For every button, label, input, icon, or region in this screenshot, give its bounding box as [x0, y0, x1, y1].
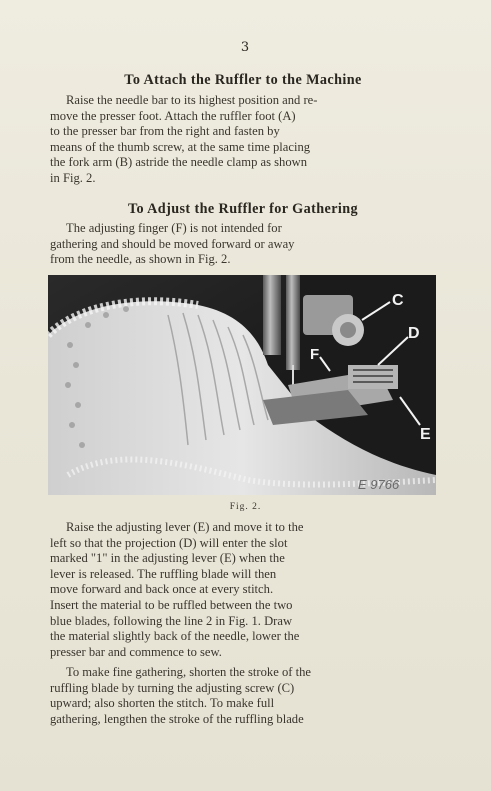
ruffler-illustration: [48, 275, 436, 495]
figure-caption: Fig. 2.: [229, 502, 262, 512]
label-d: D: [408, 325, 420, 342]
paragraph-fine-gathering: [50, 665, 432, 727]
text-line: upward; also shorten the stitch. To make full: [50, 696, 275, 711]
text-line: gathering, lengthen the stroke of the ruffling blade: [50, 711, 304, 726]
paragraph-adjust-ruffler: [50, 221, 432, 268]
text-line: move the presser foot. Attach the ruffler foot (A): [50, 108, 296, 123]
text-line: the fork arm (B) astride the needle clamp as shown: [50, 155, 308, 170]
label-c: C: [392, 292, 404, 309]
text-line: in Fig. 2.: [50, 170, 96, 185]
text-line: ruffling blade by turning the adjusting screw (C): [50, 680, 295, 695]
heading-adjust-ruffler: To Adjust the Ruffler for Gathering: [127, 201, 359, 217]
text-line: from the needle, as shown in Fig. 2.: [50, 252, 231, 267]
text-line: The adjusting finger (F) is not intended for: [66, 221, 282, 235]
text-line: marked "1" in the adjusting lever (E) when the: [50, 551, 285, 566]
text-line: Raise the adjusting lever (E) and move it to the: [66, 520, 304, 534]
text-line: lever is released. The ruffling blade will then: [50, 566, 277, 581]
text-line: the material slightly back of the needle, lower the: [50, 629, 300, 644]
paragraph-attach-ruffler: [50, 93, 432, 187]
heading-attach-ruffler: To Attach the Ruffler to the Machine: [124, 72, 362, 88]
text-line: gathering and should be moved forward or away: [50, 236, 295, 251]
text-line: to the presser bar from the right and fasten by: [50, 124, 280, 139]
paragraph-adjusting-lever: [50, 520, 432, 660]
label-e: E: [420, 426, 431, 443]
text-line: To make fine gathering, shorten the stroke of the: [66, 665, 311, 679]
text-line: blue blades, following the line 2 in Fig. 1. Draw: [50, 613, 293, 628]
ruffler-photo: [48, 275, 436, 495]
figure-code: E 9766: [358, 477, 400, 492]
text-line: move forward and back once at every stitch.: [50, 582, 274, 597]
text-line: left so that the projection (D) will enter the slot: [50, 535, 288, 550]
text-line: Raise the needle bar to its highest position and re-: [66, 93, 318, 107]
page-number: 3: [240, 40, 251, 55]
label-f: F: [310, 346, 320, 363]
text-line: Insert the material to be ruffled between the two: [50, 597, 293, 612]
text-line: presser bar and commence to sew.: [50, 644, 222, 659]
text-line: means of the thumb screw, at the same time placing: [50, 139, 311, 154]
